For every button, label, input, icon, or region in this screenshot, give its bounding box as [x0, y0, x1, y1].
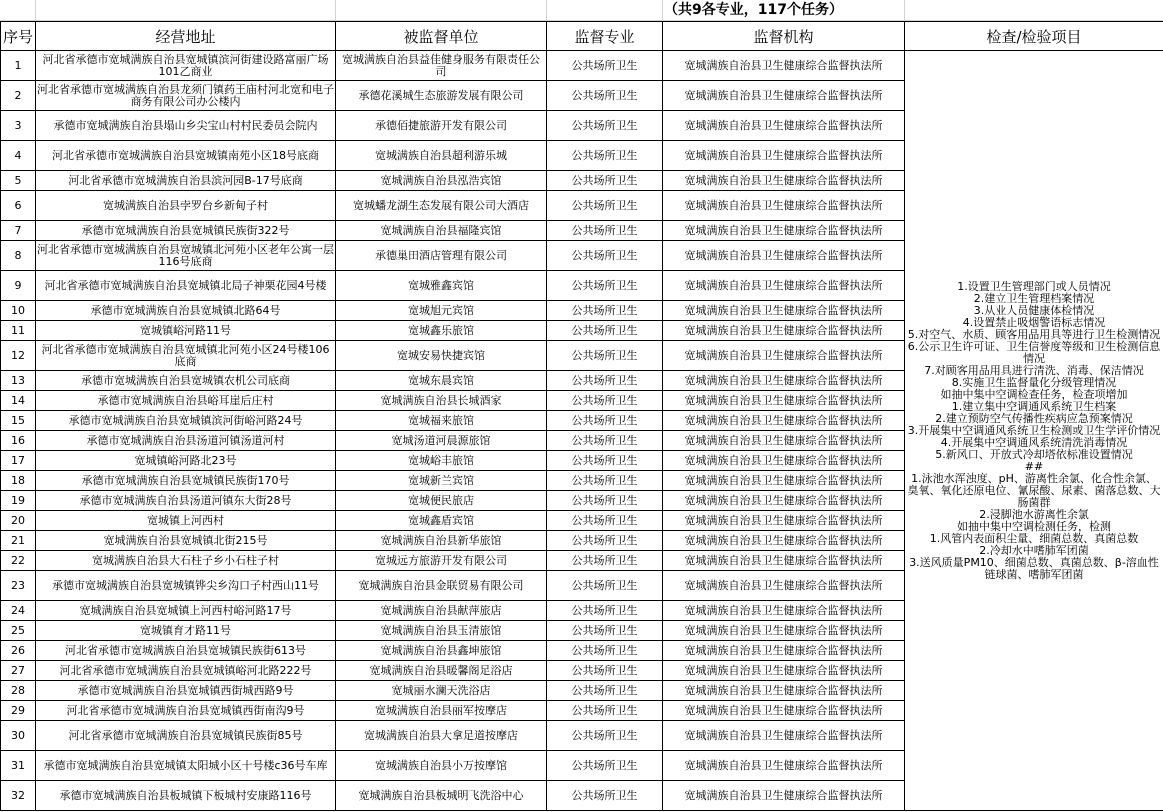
cell-unit[interactable]: 宽城满族自治县板城明飞洗浴中心 — [336, 781, 547, 811]
cell-address[interactable]: 河北省承德市宽城满族自治县宽城镇北河苑小区老年公寓一层116号底商 — [36, 241, 336, 271]
cell-no[interactable]: 20 — [1, 511, 36, 531]
cell-agency[interactable]: 宽城满族自治县卫生健康综合监督执法所 — [663, 491, 905, 511]
cell-agency[interactable]: 宽城满族自治县卫生健康综合监督执法所 — [663, 701, 905, 721]
header-row — [1, 22, 1163, 51]
cell-address[interactable]: 河北省承德市宽城满族自治县宽城镇北河苑小区24号楼106底商 — [36, 341, 336, 371]
cell-no[interactable]: 1 — [1, 51, 36, 81]
cell-no[interactable]: 32 — [1, 781, 36, 811]
cell-agency[interactable]: 宽城满族自治县卫生健康综合监督执法所 — [663, 471, 905, 491]
cell-address[interactable]: 宽城镇峪河路北23号 — [36, 451, 336, 471]
cell-major[interactable]: 公共场所卫生 — [547, 471, 663, 491]
cell-agency[interactable]: 宽城满族自治县卫生健康综合监督执法所 — [663, 141, 905, 171]
cell-major[interactable]: 公共场所卫生 — [547, 701, 663, 721]
cell-major[interactable]: 公共场所卫生 — [547, 431, 663, 451]
cell-unit[interactable]: 宽城福来旅馆 — [336, 411, 547, 431]
cell-no[interactable]: 16 — [1, 431, 36, 451]
cell-address[interactable]: 河北省承德市宽城满族自治县宽城镇西街南沟9号 — [36, 701, 336, 721]
cell-address[interactable]: 宽城镇上河西村 — [36, 511, 336, 531]
header-major[interactable]: 监督专业 — [547, 22, 663, 51]
table-row — [1, 51, 1163, 81]
cell-no[interactable]: 4 — [1, 141, 36, 171]
cell-unit[interactable]: 宽城满族自治县丽军按摩店 — [336, 701, 547, 721]
cell-agency[interactable]: 宽城满族自治县卫生健康综合监督执法所 — [663, 221, 905, 241]
cell-unit[interactable]: 宽城峪丰旅馆 — [336, 451, 547, 471]
cell-agency[interactable]: 宽城满族自治县卫生健康综合监督执法所 — [663, 301, 905, 321]
cell-address[interactable]: 宽城满族自治县大石柱子乡小石柱子村 — [36, 551, 336, 571]
cell-unit[interactable]: 宽城满族自治县福隆宾馆 — [336, 221, 547, 241]
cell-unit[interactable]: 宽城鑫盾宾馆 — [336, 511, 547, 531]
cell-agency[interactable]: 宽城满族自治县卫生健康综合监督执法所 — [663, 271, 905, 301]
cell-unit[interactable]: 宽城便民旅店 — [336, 491, 547, 511]
cell-no[interactable]: 27 — [1, 661, 36, 681]
cell-unit[interactable]: 宽城东晨宾馆 — [336, 371, 547, 391]
cell-address[interactable]: 河北省承德市宽城满族自治县宽城镇北局子神栗花园4号楼 — [36, 271, 336, 301]
cell-no[interactable]: 22 — [1, 551, 36, 571]
cell-no[interactable]: 7 — [1, 221, 36, 241]
cell-unit[interactable]: 宽城旭元宾馆 — [336, 301, 547, 321]
cell-major[interactable]: 公共场所卫生 — [547, 191, 663, 221]
cell-unit[interactable]: 宽城雅鑫宾馆 — [336, 271, 547, 301]
header-agency[interactable]: 监督机构 — [663, 22, 905, 51]
cell-no[interactable]: 28 — [1, 681, 36, 701]
cell-agency[interactable]: 宽城满族自治县卫生健康综合监督执法所 — [663, 781, 905, 811]
cell-major[interactable]: 公共场所卫生 — [547, 171, 663, 191]
cell-agency[interactable]: 宽城满族自治县卫生健康综合监督执法所 — [663, 241, 905, 271]
cell-agency[interactable]: 宽城满族自治县卫生健康综合监督执法所 — [663, 81, 905, 111]
cell-no[interactable]: 6 — [1, 191, 36, 221]
cell-major[interactable]: 公共场所卫生 — [547, 621, 663, 641]
cell-address[interactable]: 河北省承德市宽城满族自治县宽城镇民族街613号 — [36, 641, 336, 661]
top-strip — [0, 0, 1163, 21]
cell-address[interactable]: 宽城镇育才路11号 — [36, 621, 336, 641]
cell-major[interactable]: 公共场所卫生 — [547, 571, 663, 601]
cell-no[interactable]: 30 — [1, 721, 36, 751]
cell-address[interactable]: 承德市宽城满族自治县宽城镇民族街170号 — [36, 471, 336, 491]
cell-unit[interactable]: 承德巢田酒店管理有限公司 — [336, 241, 547, 271]
cell-address[interactable]: 河北省承德市宽城满族自治县滨河园B-17号底商 — [36, 171, 336, 191]
cell-agency[interactable]: 宽城满族自治县卫生健康综合监督执法所 — [663, 551, 905, 571]
cell-unit[interactable]: 宽城满族自治县长城酒家 — [336, 391, 547, 411]
cell-unit[interactable]: 宽城满族自治县鑫坤旅馆 — [336, 641, 547, 661]
cell-agency[interactable]: 宽城满族自治县卫生健康综合监督执法所 — [663, 571, 905, 601]
header-unit[interactable]: 被监督单位 — [336, 22, 547, 51]
cell-major[interactable]: 公共场所卫生 — [547, 491, 663, 511]
cell-major[interactable]: 公共场所卫生 — [547, 681, 663, 701]
cell-unit[interactable]: 宽城满族自治县献萍旅店 — [336, 601, 547, 621]
cell-major[interactable]: 公共场所卫生 — [547, 531, 663, 551]
cell-unit[interactable]: 宽城远方旅游开发有限公司 — [336, 551, 547, 571]
task-count-note: （共9各专业，117个任务） — [664, 2, 843, 18]
cell-unit[interactable]: 宽城满族自治县玉清旅馆 — [336, 621, 547, 641]
cell-no[interactable]: 13 — [1, 371, 36, 391]
cell-major[interactable]: 公共场所卫生 — [547, 641, 663, 661]
cell-agency[interactable]: 宽城满族自治县卫生健康综合监督执法所 — [663, 661, 905, 681]
cell-major[interactable]: 公共场所卫生 — [547, 241, 663, 271]
cell-no[interactable]: 17 — [1, 451, 36, 471]
cell-agency[interactable]: 宽城满族自治县卫生健康综合监督执法所 — [663, 431, 905, 451]
cell-unit[interactable]: 承德花溪城生态旅游发展有限公司 — [336, 81, 547, 111]
cell-address[interactable]: 承德市宽城满族自治县宽城镇铧尖乡沟口子村西山11号 — [36, 571, 336, 601]
cell-major[interactable]: 公共场所卫生 — [547, 781, 663, 811]
cell-major[interactable]: 公共场所卫生 — [547, 391, 663, 411]
cell-address[interactable]: 承德市宽城满族自治县汤道河镇东大街28号 — [36, 491, 336, 511]
cell-unit[interactable]: 宽城新兰宾馆 — [336, 471, 547, 491]
cell-major[interactable]: 公共场所卫生 — [547, 601, 663, 621]
cell-address[interactable]: 承德市宽城满族自治县汤道河镇汤道河村 — [36, 431, 336, 451]
cell-address[interactable]: 河北省承德市宽城满族自治县宽城镇民族街85号 — [36, 721, 336, 751]
cell-major[interactable]: 公共场所卫生 — [547, 321, 663, 341]
cell-agency[interactable]: 宽城满族自治县卫生健康综合监督执法所 — [663, 531, 905, 551]
cell-major[interactable]: 公共场所卫生 — [547, 111, 663, 141]
cell-agency[interactable]: 宽城满族自治县卫生健康综合监督执法所 — [663, 681, 905, 701]
cell-no[interactable]: 2 — [1, 81, 36, 111]
header-project[interactable]: 检查/检验项目 — [905, 22, 1163, 51]
cell-major[interactable]: 公共场所卫生 — [547, 511, 663, 531]
cell-agency[interactable]: 宽城满族自治县卫生健康综合监督执法所 — [663, 321, 905, 341]
cell-address[interactable]: 宽城满族自治县宽城镇上河西村峪河路17号 — [36, 601, 336, 621]
cell-agency[interactable]: 宽城满族自治县卫生健康综合监督执法所 — [663, 171, 905, 191]
cell-no[interactable]: 12 — [1, 341, 36, 371]
cell-major[interactable]: 公共场所卫生 — [547, 141, 663, 171]
cell-unit[interactable]: 宽城丽水澜天洗浴店 — [336, 681, 547, 701]
cell-agency[interactable]: 宽城满族自治县卫生健康综合监督执法所 — [663, 411, 905, 431]
cell-agency[interactable]: 宽城满族自治县卫生健康综合监督执法所 — [663, 111, 905, 141]
cell-address[interactable]: 承德市宽城满族自治县宽城镇北路64号 — [36, 301, 336, 321]
cell-unit[interactable]: 宽城满族自治县金联贸易有限公司 — [336, 571, 547, 601]
cell-unit[interactable]: 承德佰捷旅游开发有限公司 — [336, 111, 547, 141]
cell-address[interactable]: 承德市宽城满族自治县宽城镇太阳城小区十号楼c36号车库 — [36, 751, 336, 781]
header-address[interactable]: 经营地址 — [36, 22, 336, 51]
cell-address[interactable]: 承德市宽城满族自治县宽城镇民族街322号 — [36, 221, 336, 241]
cell-no[interactable]: 9 — [1, 271, 36, 301]
cell-address[interactable]: 宽城满族自治县宽城镇北街215号 — [36, 531, 336, 551]
cell-no[interactable]: 24 — [1, 601, 36, 621]
cell-no[interactable]: 19 — [1, 491, 36, 511]
cell-major[interactable]: 公共场所卫生 — [547, 81, 663, 111]
cell-major[interactable]: 公共场所卫生 — [547, 661, 663, 681]
cell-major[interactable]: 公共场所卫生 — [547, 411, 663, 431]
cell-address[interactable]: 宽城镇峪河路11号 — [36, 321, 336, 341]
cell-no[interactable]: 14 — [1, 391, 36, 411]
cell-agency[interactable]: 宽城满族自治县卫生健康综合监督执法所 — [663, 341, 905, 371]
cell-no[interactable]: 10 — [1, 301, 36, 321]
cell-major[interactable]: 公共场所卫生 — [547, 341, 663, 371]
cell-address[interactable]: 承德市宽城满族自治县板城镇下板城村安康路116号 — [36, 781, 336, 811]
cell-unit[interactable]: 宽城汤道河晨源旅馆 — [336, 431, 547, 451]
cell-major[interactable]: 公共场所卫生 — [547, 221, 663, 241]
cell-no[interactable]: 31 — [1, 751, 36, 781]
cell-no[interactable]: 11 — [1, 321, 36, 341]
header-no[interactable]: 序号 — [1, 22, 36, 51]
cell-address[interactable]: 承德市宽城满族自治县宽城镇农机公司底商 — [36, 371, 336, 391]
cell-agency[interactable]: 宽城满族自治县卫生健康综合监督执法所 — [663, 191, 905, 221]
cell-major[interactable]: 公共场所卫生 — [547, 551, 663, 571]
cell-no[interactable]: 5 — [1, 171, 36, 191]
cell-agency[interactable]: 宽城满族自治县卫生健康综合监督执法所 — [663, 391, 905, 411]
cell-no[interactable]: 21 — [1, 531, 36, 551]
cell-unit[interactable]: 宽城满族自治县新华旅馆 — [336, 531, 547, 551]
cell-address[interactable]: 承德市宽城满族自治县塌山乡尖宝山村村民委员会院内 — [36, 111, 336, 141]
cell-no[interactable]: 25 — [1, 621, 36, 641]
cell-unit[interactable]: 宽城满族自治县大拿足道按摩店 — [336, 721, 547, 751]
cell-agency[interactable]: 宽城满族自治县卫生健康综合监督执法所 — [663, 721, 905, 751]
cell-unit[interactable]: 宽城满族自治县暖馨阁足浴店 — [336, 661, 547, 681]
cell-no[interactable]: 23 — [1, 571, 36, 601]
supervision-table — [0, 21, 1163, 811]
cell-major[interactable]: 公共场所卫生 — [547, 301, 663, 321]
cell-project-items[interactable]: 1.设置卫生管理部门或人员情况 2.建立卫生管理档案情况 3.从业人员健康体检情况 4.设置禁止吸烟警语标志情况 5.对空气、水质、顾客用品用具等进行卫生检测情况 6.公示卫生许可证、卫生信誉度等级和卫生检测信息情况 7.对顾客用品用具进行清洗、消毒、保洁情况 8.实施卫生监督量化分级管理情况 如抽中集中空调检查任务，检查项增加 1.建立集中空调通风系统卫生档案 2.建立预防空气传播性疾病应急预案情况 3.开展集中空调通风系统卫生检测或卫生学评价情况 4.开展集中空调通风系统清洗消毒情况 5.新风口、开放式冷却塔依标准设置情况 ## 1.泳池水浑浊度、pH、游离性余氯、化合性余氯、臭氧、氧化还原电位、氰尿酸、尿素、菌落总数、大肠菌群 2.浸脚池水游离性余氯 如抽中集中空调检测任务，检测 1.风管内表面积尘量、细菌总数、真菌总数 2.冷却水中嗜肺军团菌 3.送风质量PM10、细菌总数、真菌总数、β-溶血性链球菌、嗜肺军团菌 — [905, 51, 1163, 811]
cell-major[interactable]: 公共场所卫生 — [547, 721, 663, 751]
cell-agency[interactable]: 宽城满族自治县卫生健康综合监督执法所 — [663, 451, 905, 471]
cell-no[interactable]: 29 — [1, 701, 36, 721]
cell-agency[interactable]: 宽城满族自治县卫生健康综合监督执法所 — [663, 641, 905, 661]
cell-no[interactable]: 18 — [1, 471, 36, 491]
cell-no[interactable]: 3 — [1, 111, 36, 141]
cell-unit[interactable]: 宽城满族自治县泓浩宾馆 — [336, 171, 547, 191]
cell-major[interactable]: 公共场所卫生 — [547, 371, 663, 391]
cell-major[interactable]: 公共场所卫生 — [547, 271, 663, 301]
cell-agency[interactable]: 宽城满族自治县卫生健康综合监督执法所 — [663, 511, 905, 531]
cell-major[interactable]: 公共场所卫生 — [547, 751, 663, 781]
cell-unit[interactable]: 宽城安易快捷宾馆 — [336, 341, 547, 371]
cell-address[interactable]: 河北省承德市宽城满族自治县宽城镇南苑小区18号底商 — [36, 141, 336, 171]
cell-agency[interactable]: 宽城满族自治县卫生健康综合监督执法所 — [663, 51, 905, 81]
cell-no[interactable]: 8 — [1, 241, 36, 271]
cell-address[interactable]: 河北省承德市宽城满族自治县宽城镇峪河北路222号 — [36, 661, 336, 681]
cell-agency[interactable]: 宽城满族自治县卫生健康综合监督执法所 — [663, 621, 905, 641]
cell-address[interactable]: 宽城满族自治县孛罗台乡新甸子村 — [36, 191, 336, 221]
cell-no[interactable]: 26 — [1, 641, 36, 661]
cell-agency[interactable]: 宽城满族自治县卫生健康综合监督执法所 — [663, 371, 905, 391]
cell-unit[interactable]: 宽城蟠龙湖生态发展有限公司大酒店 — [336, 191, 547, 221]
cell-address[interactable]: 承德市宽城满族自治县峪耳崖后庄村 — [36, 391, 336, 411]
cell-address[interactable]: 承德市宽城满族自治县宽城镇滨河街峪河路24号 — [36, 411, 336, 431]
cell-unit[interactable]: 宽城满族自治县益佳健身服务有限责任公司 — [336, 51, 547, 81]
cell-unit[interactable]: 宽城鑫乐旅馆 — [336, 321, 547, 341]
cell-agency[interactable]: 宽城满族自治县卫生健康综合监督执法所 — [663, 751, 905, 781]
cell-unit[interactable]: 宽城满族自治县超利游乐城 — [336, 141, 547, 171]
cell-address[interactable]: 承德市宽城满族自治县宽城镇西街城西路9号 — [36, 681, 336, 701]
cell-no[interactable]: 15 — [1, 411, 36, 431]
cell-unit[interactable]: 宽城满族自治县小万按摩馆 — [336, 751, 547, 781]
cell-address[interactable]: 河北省承德市宽城满族自治县宽城镇滨河街建设路富丽广场101乙商业 — [36, 51, 336, 81]
cell-agency[interactable]: 宽城满族自治县卫生健康综合监督执法所 — [663, 601, 905, 621]
cell-major[interactable]: 公共场所卫生 — [547, 51, 663, 81]
cell-address[interactable]: 河北省承德市宽城满族自治县龙须门镇药王庙村河北宽和电子商务有限公司办公楼内 — [36, 81, 336, 111]
cell-major[interactable]: 公共场所卫生 — [547, 451, 663, 471]
